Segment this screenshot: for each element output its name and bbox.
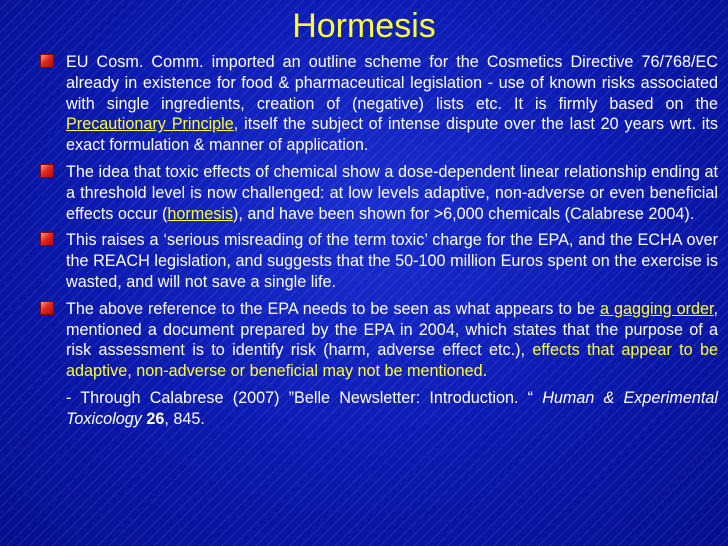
slide-title: Hormesis <box>292 7 436 45</box>
hormesis-link[interactable]: hormesis <box>167 204 234 223</box>
bullet-text: The idea that toxic effects of chemical show a dose-dependent linear relationship ending at a threshold level is now challenged: at low levels adaptive, non-adverse or even beneficial effects occur (hormesis), and have been shown for >6,000 chemicals (Calabrese 2004). <box>66 162 718 223</box>
square-bullet-icon <box>40 301 54 315</box>
bullet-text: This raises a ‘serious misreading of the term toxic’ charge for the EPA, and the ECHA over the REACH legislation, and suggests that the 50-100 million Euros spent on the exercise is wasted, and will not save a single life. <box>66 231 718 291</box>
journal-volume: 26 <box>146 409 165 428</box>
square-bullet-icon <box>40 232 54 246</box>
precautionary-principle-link[interactable]: Precautionary Principle <box>66 115 234 134</box>
bullet-item-4 <box>28 299 718 382</box>
journal-title: Human & Experimental Toxicology <box>66 388 718 428</box>
bullet-list <box>28 52 718 430</box>
square-bullet-icon <box>40 164 54 178</box>
bullet-text: EU Cosm. Comm. imported an outline scheme for the Cosmetics Directive 76/768/EC already in existence for food & pharmaceutical legislation - use of known risks associated with single ingredients, creation of (negative) lists etc. It is firmly based on the Precautionary Principle, itself the subject of intense dispute over the last 20 years wrt. its exact formulation & manner of application. <box>66 53 718 155</box>
bullet-item-1 <box>28 52 718 156</box>
highlighted-statement: effects that appear to be adaptive, non-adverse or beneficial may not be mentioned <box>66 341 719 381</box>
bullet-text: The above reference to the EPA needs to be seen as what appears to be a gagging order, mentioned a document prepared by the EPA in 2004, which states that the purpose of a risk assessment is to identify risk (harm, adverse effect etc.), effects that appear to be adaptive, non-adverse or beneficial may not be mentioned. <box>66 299 719 381</box>
bullet-item-2 <box>28 162 718 224</box>
square-bullet-icon <box>40 54 54 68</box>
gagging-order-link[interactable]: a gagging order <box>599 299 714 318</box>
citation: - Through Calabrese (2007) ”Belle Newsletter: Introduction. “ Human & Experimental Toxicology 26, 845. <box>66 388 718 428</box>
bullet-item-3 <box>28 230 718 292</box>
